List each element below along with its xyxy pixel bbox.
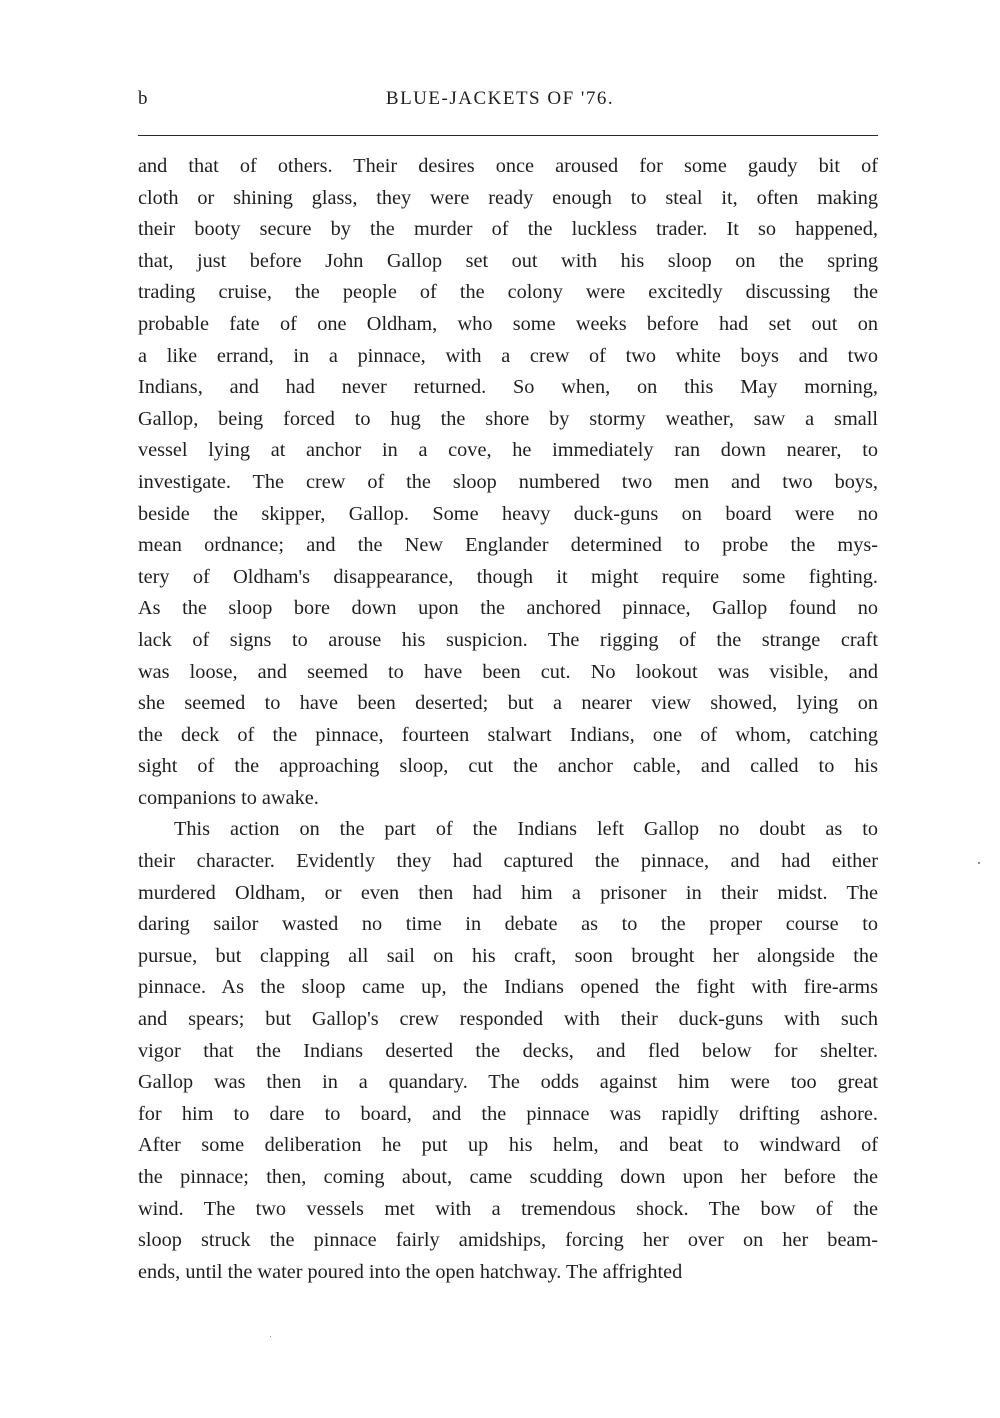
- text-line: investigate. The crew of the sloop numbered two men and two boys,: [138, 470, 878, 493]
- text-line: mean ordnance; and the New Englander determined to probe the mys-: [138, 534, 878, 557]
- text-line: cloth or shining glass, they were ready enough to steal it, often making: [138, 186, 878, 209]
- text-line: murdered Oldham, or even then had him a prisoner in their midst. The: [138, 881, 878, 904]
- text-line: trading cruise, the people of the colony were excitedly discussing the: [138, 281, 878, 304]
- text-line: tery of Oldham's disappearance, though it might require some fighting.: [138, 565, 878, 588]
- print-speck: [270, 1336, 271, 1337]
- text-line: ends, until the water poured into the open hatchway. The affrighted: [138, 1260, 683, 1283]
- text-line: their character. Evidently they had captured the pinnace, and had either: [138, 850, 878, 873]
- text-line: After some deliberation he put up his helm, and beat to windward of: [138, 1134, 878, 1157]
- text-line: Gallop was then in a quandary. The odds against him were too great: [138, 1071, 878, 1094]
- text-line: and that of others. Their desires once aroused for some gaudy bit of: [138, 155, 878, 177]
- text-line: pinnace. As the sloop came up, the Indians opened the fight with fire-arms: [138, 976, 878, 999]
- text-line: the deck of the pinnace, fourteen stalwart Indians, one of whom, catching: [138, 723, 878, 746]
- text-line: beside the skipper, Gallop. Some heavy duck-guns on board were no: [138, 502, 878, 525]
- text-line: vigor that the Indians deserted the decks, and fled below for shelter.: [138, 1039, 878, 1062]
- body-text: [138, 151, 878, 1288]
- text-line: vessel lying at anchor in a cove, he immediately ran down nearer, to: [138, 439, 878, 462]
- text-line: that, just before John Gallop set out with his sloop on the spring: [138, 249, 878, 272]
- text-line: companions to awake.: [138, 786, 319, 809]
- header-rule: [138, 135, 878, 136]
- text-line: lack of signs to arouse his suspicion. The rigging of the strange craft: [138, 628, 878, 651]
- text-line: Gallop, being forced to hug the shore by stormy weather, saw a small: [138, 407, 878, 430]
- text-line: sight of the approaching sloop, cut the anchor cable, and called to his: [138, 755, 878, 778]
- running-title: BLUE-JACKETS OF '76.: [385, 88, 615, 109]
- text-line: she seemed to have been deserted; but a nearer view showed, lying on: [138, 692, 878, 715]
- print-speck: [978, 862, 980, 864]
- text-line: their booty secure by the murder of the luckless trader. It so happened,: [138, 218, 878, 241]
- text-line: the pinnace; then, coming about, came scudding down upon her before the: [138, 1166, 878, 1188]
- page-number: b: [138, 88, 149, 109]
- text-line: sloop struck the pinnace fairly amidships, forcing her over on her beam-: [138, 1229, 878, 1252]
- text-line: As the sloop bore down upon the anchored pinnace, Gallop found no: [138, 597, 878, 620]
- text-line: for him to dare to board, and the pinnace was rapidly drifting ashore.: [138, 1102, 878, 1125]
- text-line: wind. The two vessels met with a tremendous shock. The bow of the: [138, 1197, 878, 1220]
- text-line: Indians, and had never returned. So when, on this May morning,: [138, 376, 878, 399]
- text-line: and spears; but Gallop's crew responded with their duck-guns with such: [138, 1008, 878, 1031]
- text-line: was loose, and seemed to have been cut. No lookout was visible, and: [138, 660, 878, 683]
- text-line: probable fate of one Oldham, who some weeks before had set out on: [138, 312, 878, 335]
- text-line: This action on the part of the Indians left Gallop no doubt as to: [174, 818, 878, 841]
- text-line: a like errand, in a pinnace, with a crew of two white boys and two: [138, 344, 878, 367]
- text-line: daring sailor wasted no time in debate as to the proper course to: [138, 913, 878, 936]
- text-line: pursue, but clapping all sail on his craft, soon brought her alongside the: [138, 944, 878, 967]
- paragraphs: [138, 151, 878, 1288]
